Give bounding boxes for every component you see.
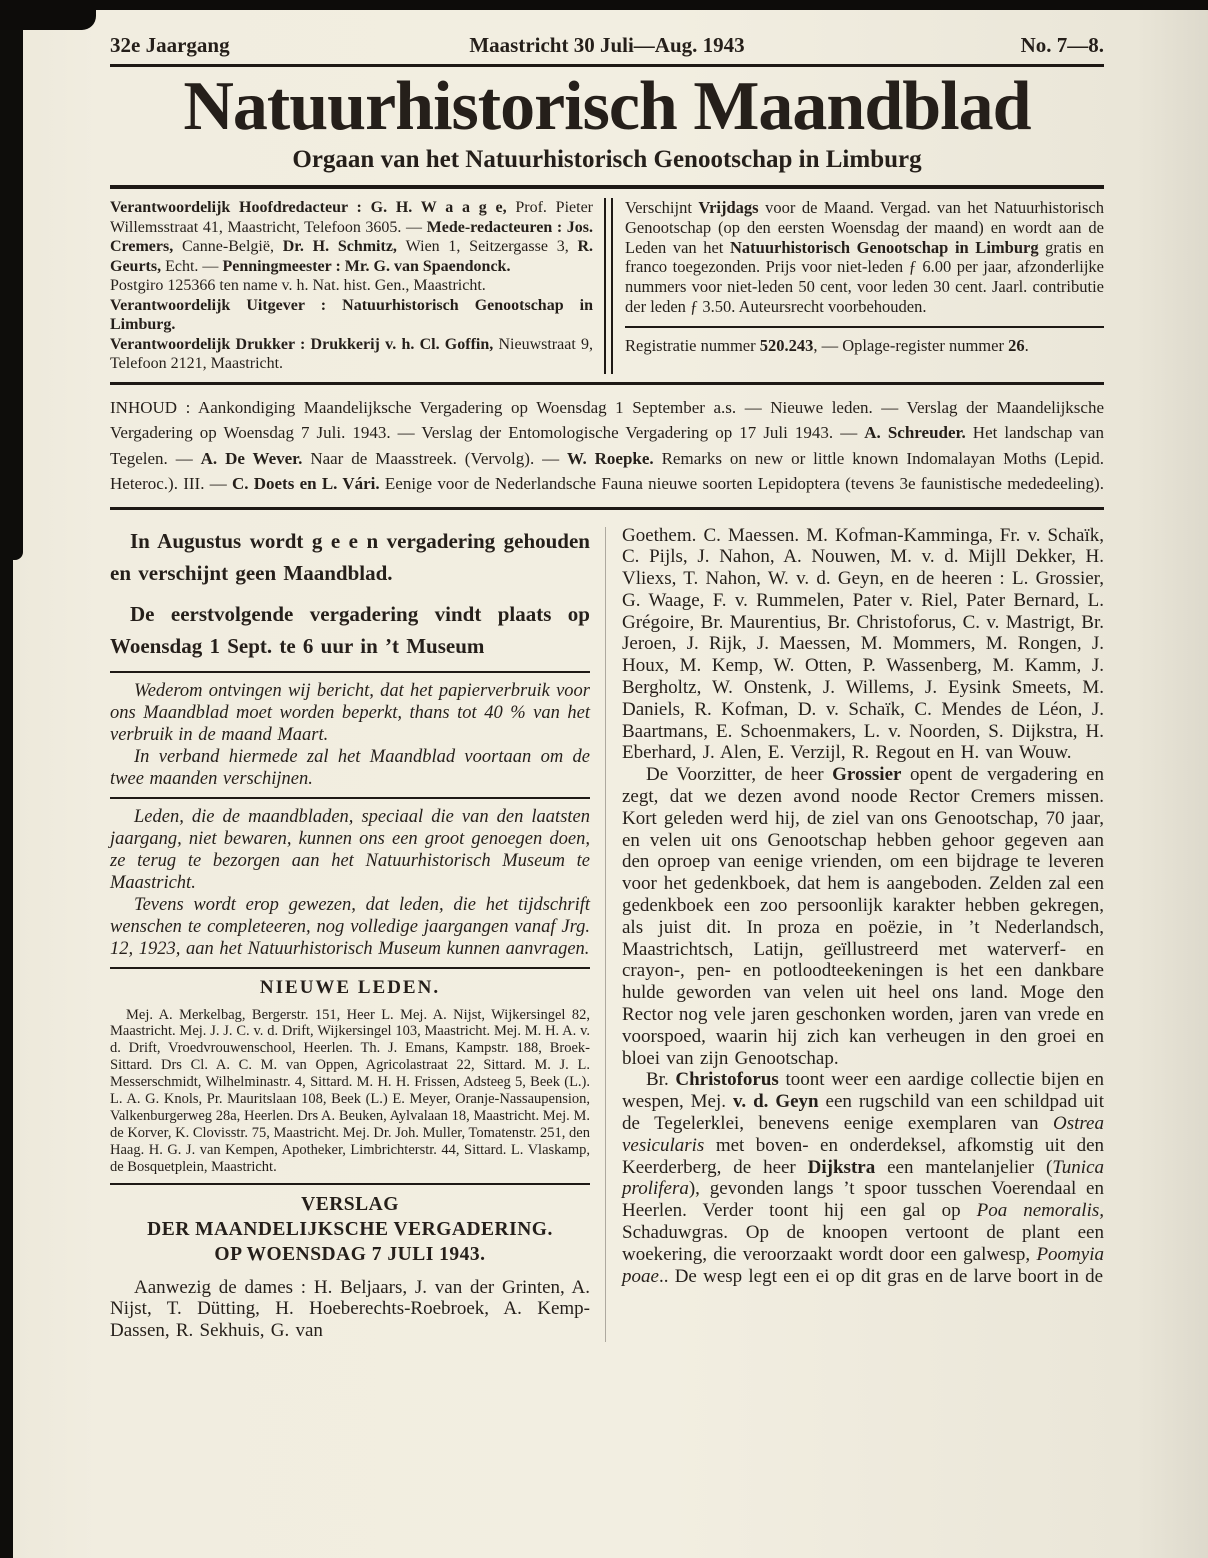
rule-left-2 [110, 797, 590, 799]
left-column [110, 525, 590, 1342]
attendees-continued-paragraph: Goethem. C. Maessen. M. Kofman-Kamminga, Fr. v. Schaïk, C. Pijls, J. Nahon, A. Nouwen, M. v. d. Mijll Dekker, H. Vliexs, T. Nahon, W. v. d. Geyn, en de heeren : L. Grossier, G. Waage, F. v. Rummelen, Pater v. Riel, Pater Bernard, L. Grégoire, Br. Maurentius, Br. Christoforus, C. v. Mastrigt, Br. Jeroen, J. Rijk, J. Maessen, M. Mommers, M. Rongen, J. Houx, M. Kemp, W. Otten, P. Wassenberg, M. Kamm, J. Bergholtz, W. Onstenk, J. Willems, J. Eysink Smeets, M. Daniels, R. Kofman, D. v. Schaïk, C. Mendes de Léon, J. Baartmans, E. Schoenmakers, L. v. Noorden, S. Dijkstra, H. Eberhard, J. Alen, E. Verzijl, R. Regout en H. van Wouw. [622, 524, 1104, 764]
page-content [110, 0, 1104, 1342]
new-members-heading: NIEUWE LEDEN. [259, 976, 441, 998]
column-gutter-rule [605, 527, 606, 1342]
colophon-subscription: Verschijnt Vrijdags voor de Maand. Vergad. van het Natuurhistorisch Genootschap (op den eersten Woensdag der maand) en wordt aan de Leden van het Natuurhistorisch Genootschap in Limburg gratis en franco toegezonden. Prijs voor niet-leden ƒ 6.00 per jaar, afzonderlijke nummers voor niet-leden 50 cent, voor leden 30 cent. Jaarl. contributie der leden ƒ 3.50. Auteursrecht voorbehouden. [625, 198, 1104, 316]
notice-paper-2: In verband hiermede zal het Maandblad voortaan om de twee maanden verschijnen. [110, 746, 590, 789]
right-column [622, 525, 1104, 1342]
new-members-list: Mej. A. Merkelbag, Bergerstr. 151, Heer L. Mej. A. Nijst, Wijkersingel 82, Maastricht. Mej. J. J. C. v. d. Drift, Wijkersingel 103, Maastricht. Mej. M. H. A. v. d. Drift, Vroedvrouwenschool, Heerlen. Th. J. Emans, Kampstr. 188, Broek-Sittard. Drs Cl. A. C. M. van Oppen, Agricolastraat 22, Sittard. M. J. L. Messerschmidt, Wilhelminastr. 4, Sittard. M. H. H. Frissen, Adsteeg 5, Beek (L.). L. A. G. Knols, Pr. Mauritslaan 108, Beek (L.) E. Meyer, Oranje-Nassaupension, Valkenburgerweg 28a, Heerlen. Drs A. Beuken, Aylvalaan 18, Maastricht. Mej. M. de Korver, K. Clovisstr. 75, Maastricht. Mej. Dr. Joh. Muller, Tomatenstr. 251, den Haag. H. G. J. van Kempen, Apotheker, Limbrichterstr. 44, Sittard. L. Vlaskamp, de Bosquetplein, Maastricht. [110, 1006, 590, 1175]
rule-under-issue-row [110, 64, 1104, 67]
issue-date: Maastricht 30 Juli—Aug. 1943 [469, 33, 745, 57]
issue-row [110, 32, 1104, 58]
colophon-left [110, 198, 593, 374]
colophon [110, 189, 1104, 382]
colophon-postgiro: Postgiro 125366 ten name v. h. Nat. hist. Gen., Maastricht. [110, 277, 486, 294]
page-subtitle: Orgaan van het Natuurhistorisch Genootschap in Limburg [292, 146, 922, 173]
report-heading-line2: DER MAANDELIJKSCHE VERGADERING. [147, 1218, 553, 1240]
page-title: Natuurhistorisch Maandblad [183, 68, 1031, 145]
rule-left-3 [110, 967, 590, 969]
colophon-right [625, 198, 1104, 374]
rule-below-inhoud [110, 507, 1104, 510]
colophon-publisher: Verantwoordelijk Uitgever : Natuurhistorisch Genootschap in Limburg. [110, 296, 593, 333]
attendees-paragraph: Aanwezig de dames : H. Beljaars, J. van der Grinten, A. Nijst, T. Dütting, H. Hoeberechts-Roebroek, A. Kemp-Dassen, R. Sekhuis, G. van [110, 1276, 590, 1342]
rule-registration [625, 326, 1104, 328]
report-heading-line3: OP WOENSDAG 7 JULI 1943. [214, 1243, 486, 1265]
volume-label: 32e Jaargang [110, 33, 230, 57]
rule-left-4 [110, 1183, 590, 1185]
colophon-printer: Verantwoordelijk Drukker : Drukkerij v. h. Cl. Goffin, Nieuwstraat 9, Telefoon 2121, Maastricht. [110, 335, 593, 372]
specimens-paragraph: Br. Christoforus toont weer een aardige collectie bijen en wespen, Mej. v. d. Geyn een rugschild van een schildpad uit de Tegelerklei, benevens eenige exemplaren van Ostrea vesicularis met boven- en onderdeksel, afkomstig uit den Keerderberg, de heer Dijkstra een mantelanjelier (Tunica prolifera), gevonden langs ’t spoor tusschen Voerendaal en Heerlen. Verder toont hij een gal op Poa nemoralis, Schaduwgras. Op de knoopen vertoont de plant een woekering, die veroorzaakt wordt door een galwesp, Poomyia poae.. De wesp legt een ei op dit gras en de larve boort in de [622, 1069, 1105, 1287]
registration-line: Registratie nummer 520.243, — Oplage-register nummer 26. [625, 335, 1029, 355]
rule-above-inhoud [110, 382, 1104, 385]
chairman-paragraph: De Voorzitter, de heer Grossier opent de vergadering en zegt, dat we dezen avond noode Rector Cremers missen. Kort geleden werd hij, de ziel van ons Genootschap, 70 jaar, en velen uit ons Genootschap hebben gehoor gegeven aan den oproep van eenige vrienden, om een bijdrage te leveren voor het gedenkboek, dat hem is aangeboden. Zelden zal een gedenkboek een zoo persoonlijk karakter hebben gekregen, als juist dit. In proza en poëzie, in ’t Nederlandsch, Maastrichtsch, Latijn, geïllustreerd met waterverf- en crayon-, pen- en potloodteekeningen is het een dankbare hulde geworden van velen uit heel ons land. Moge den Rector nog vele jaren geschonken worden, jaren van vrede en voorspoed, waarin hij zich kan verheugen in den groei en bloei van zijn Genootschap. [622, 764, 1104, 1069]
scan-corner-top-left [0, 0, 96, 30]
colophon-editors: Verantwoordelijk Hoofdredacteur : G. H. W a a g e, Prof. Pieter Willemsstraat 41, Maastricht, Telefoon 3605. — Mede-redacteuren : Jos. Cremers, Canne-België, Dr. H. Schmitz, Wien 1, Seitzergasse 3, R. Geurts, Echt. — Penningmeester : Mr. G. van Spaendonck. [110, 199, 594, 275]
notice-members-1: Leden, die de maandbladen, speciaal die van den laatsten jaargang, niet bewaren, kunnen ons een groot genoegen doen, ze terug te bezorgen aan het Natuurhistorisch Museum te Maastricht. [110, 806, 590, 893]
inhoud-paragraph: INHOUD : Aankondiging Maandelijksche Vergadering op Woensdag 1 September a.s. — Nieuwe leden. — Verslag der Maandelijksche Vergadering op Woensdag 7 Juli. 1943. — Verslag der Entomologische Vergadering op 17 Juli 1943. — A. Schreuder. Het landschap van Tegelen. — A. De Wever. Naar de Maasstreek. (Vervolg). — W. Roepke. Remarks on new or little known Indomalayan Moths (Lepid. Heteroc.). III. — C. Doets en L. Vári. Eenige voor de Nederlandsche Fauna nieuwe soorten Lepidoptera (tevens 3e faunistische mededeeling). [110, 397, 1105, 493]
notice-paper-1: Wederom ontvingen wij bericht, dat het papierverbruik voor ons Maandblad moet worden beperkt, thans tot 40 % van het verbruik in de maand Maart. [110, 680, 590, 745]
scan-edge-left-wide [0, 0, 23, 560]
rule-left-1 [110, 671, 590, 673]
colophon-divider [604, 198, 613, 374]
announcement-no-meeting: In Augustus wordt g e e n vergadering gehouden en verschijnt geen Maandblad. [110, 528, 590, 585]
issue-number: No. 7—8. [1020, 33, 1104, 57]
report-heading-line1: VERSLAG [301, 1193, 399, 1215]
body-columns [110, 525, 1104, 1342]
report-heading [110, 1192, 590, 1267]
notice-members-2: Tevens wordt erop gewezen, dat leden, die het tijdschrift wenschen te completeeren, nog volledige jaargangen vanaf Jrg. 12, 1923, aan het Natuurhistorisch Museum kunnen aanvragen. [110, 894, 590, 959]
announcement-next-meeting: De eerstvolgende vergadering vindt plaats op Woensdag 1 Sept. te 6 uur in ’t Museum [110, 601, 590, 658]
